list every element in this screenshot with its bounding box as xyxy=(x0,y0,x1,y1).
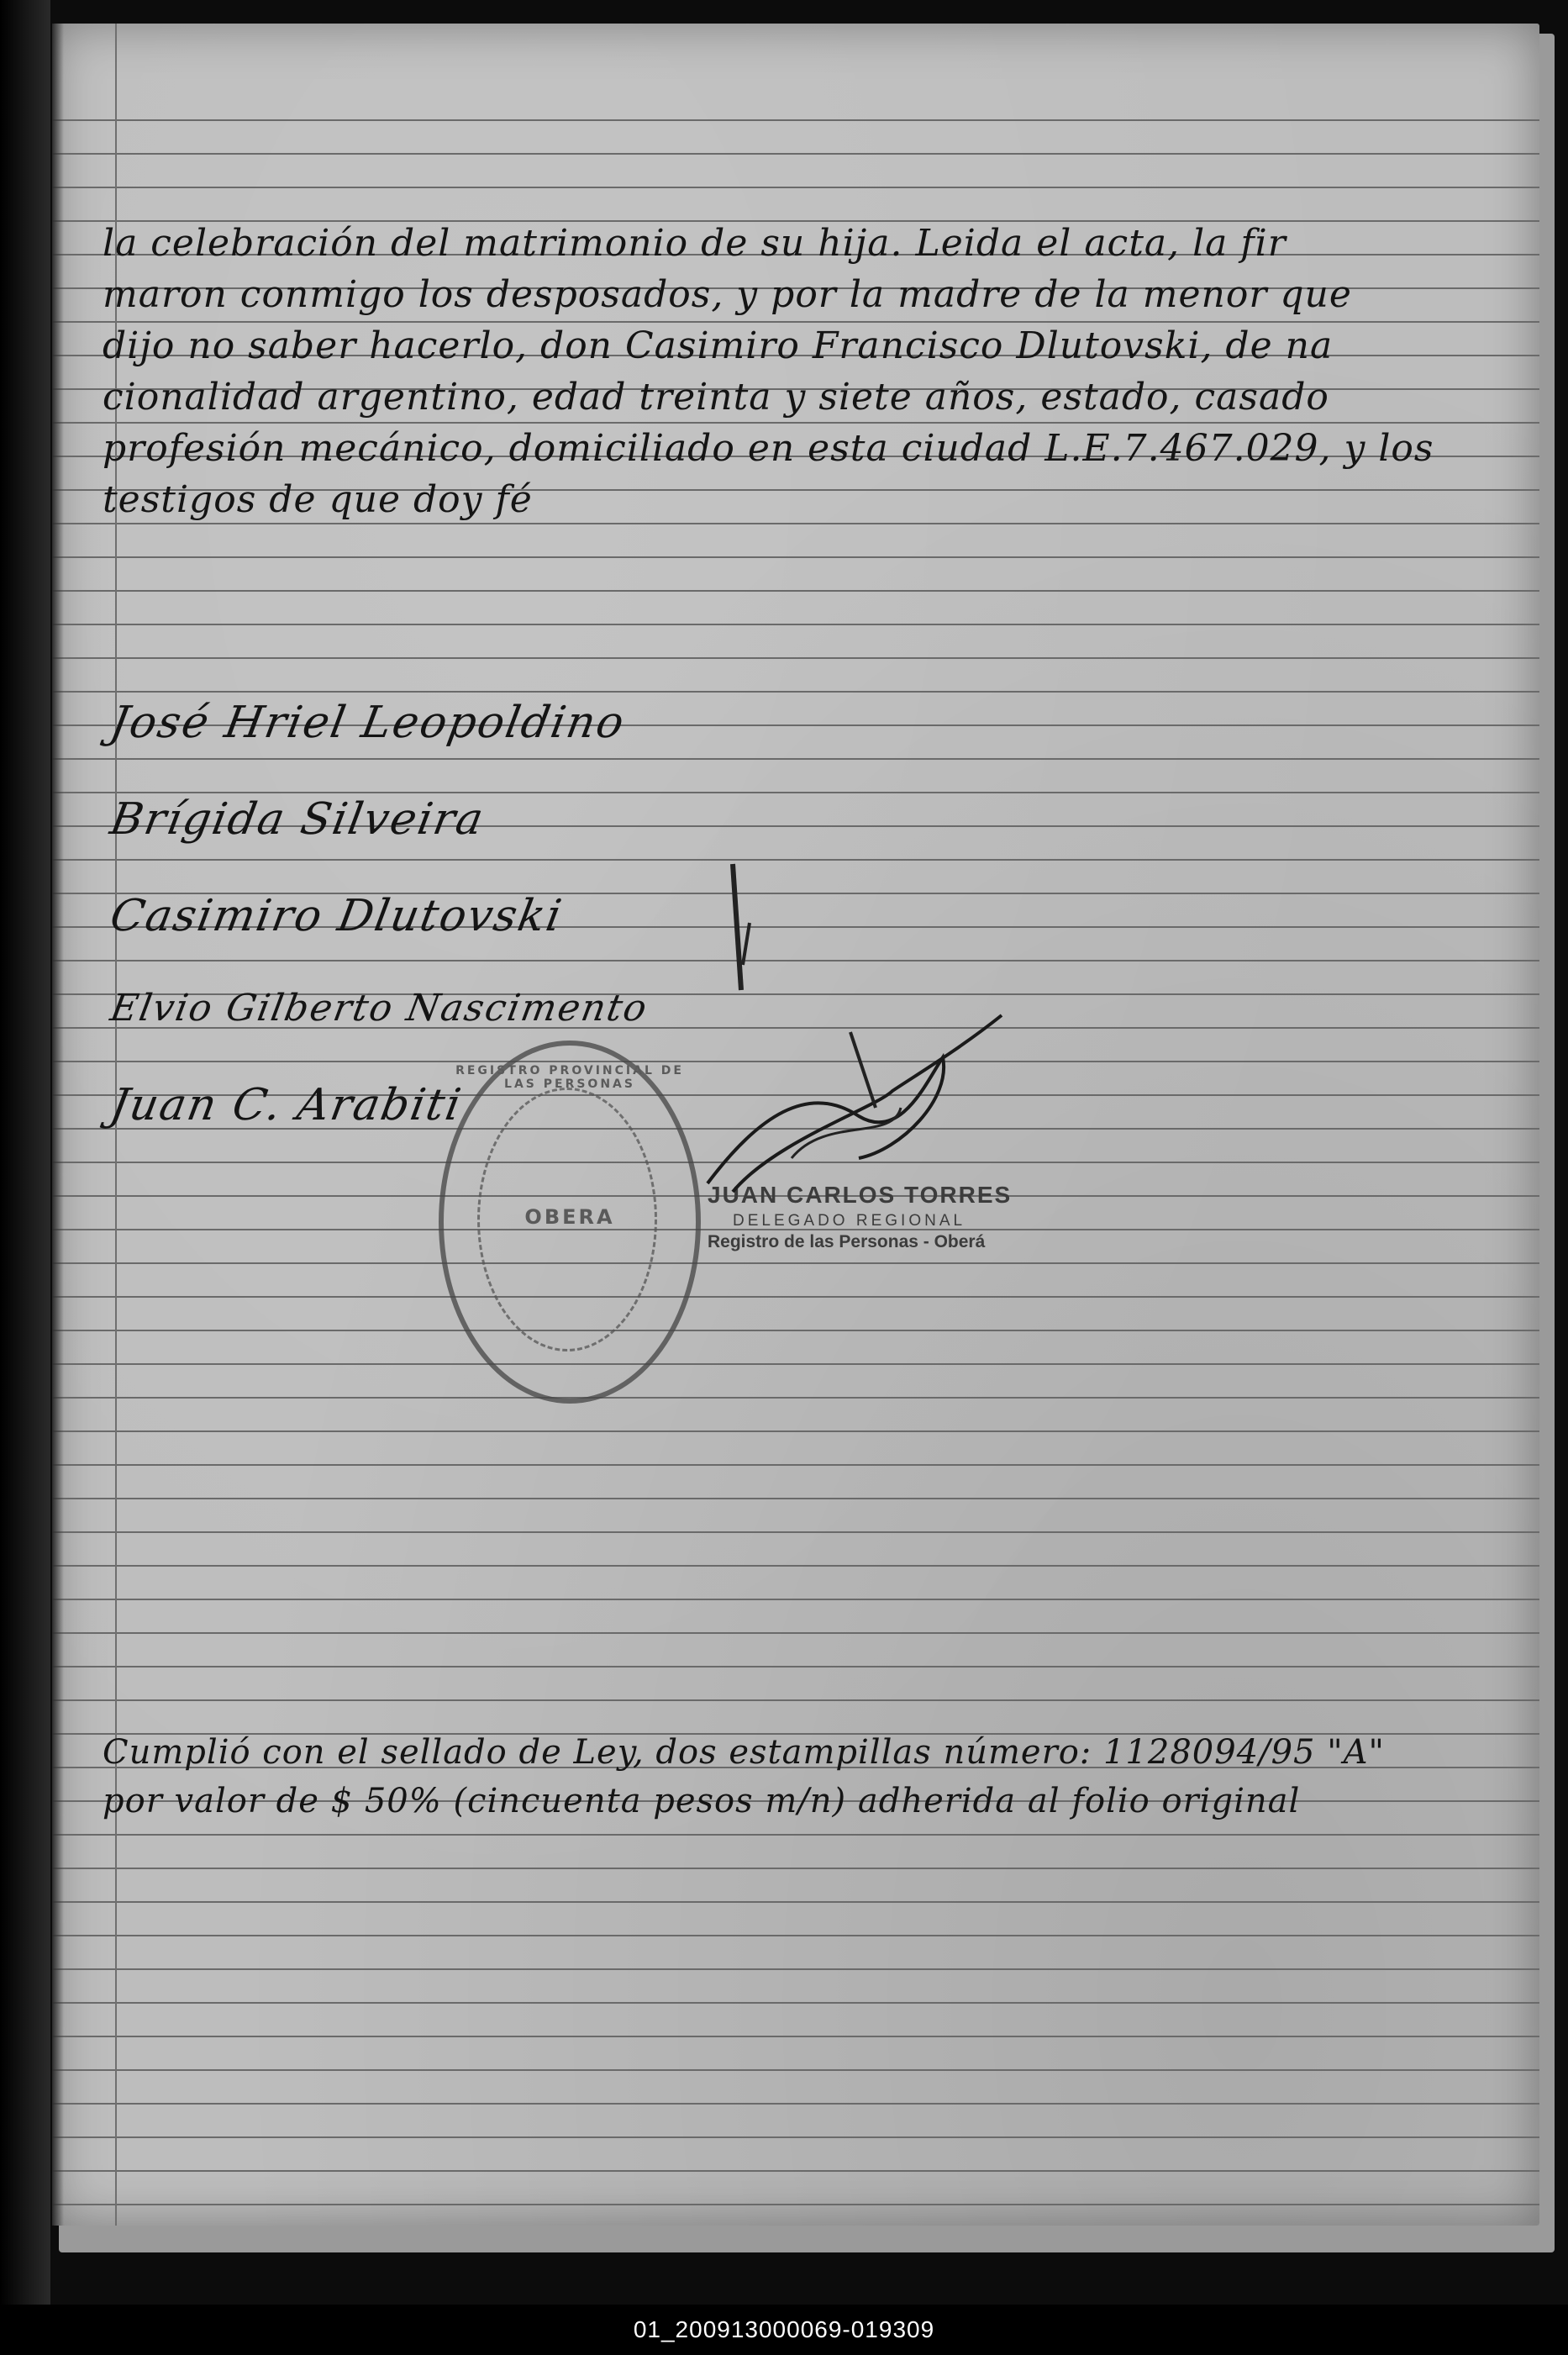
body-line-5: profesión mecánico, domiciliado en esta ciudad L.E.7.467.029, y los xyxy=(103,427,1434,470)
official-name: JUAN CARLOS TORRES xyxy=(708,1182,1013,1208)
register-page xyxy=(52,24,1539,2226)
signature-1: José Hriel Leopoldino xyxy=(106,698,629,748)
signature-3: Casimiro Dlutovski xyxy=(106,891,567,941)
body-line-4: cionalidad argentino, edad treinta y siete años, estado, casado xyxy=(103,376,1329,419)
body-line-6: testigos de que doy fé xyxy=(103,478,533,521)
official-seal xyxy=(439,1041,701,1404)
page-left-shadow xyxy=(52,24,64,2226)
note-line-2: por valor de $ 50% (cincuenta pesos m/n) adherida al folio original xyxy=(103,1782,1301,1820)
seal-ring-text: REGISTRO PROVINCIAL DE LAS PERSONAS xyxy=(455,1064,684,1091)
body-line-2: maron conmigo los desposados, y por la madre de la menor que xyxy=(103,273,1352,316)
signature-4: Elvio Gilberto Nascimento xyxy=(107,987,652,1030)
official-stamp xyxy=(708,1182,1012,1252)
official-office: Registro de las Personas - Oberá xyxy=(708,1232,986,1251)
body-line-3: dijo no saber hacerlo, don Casimiro Francisco Dlutovski, de na xyxy=(103,324,1334,367)
signature-5: Juan C. Arabiti xyxy=(106,1080,466,1130)
image-id-label: 01_200913000069-019309 xyxy=(633,2316,935,2342)
note-line-1: Cumplió con el sellado de Ley, dos estampillas número: 1128094/95 "A" xyxy=(103,1733,1385,1772)
official-title: DELEGADO REGIONAL xyxy=(733,1212,966,1230)
seal-center-text: OBERA xyxy=(524,1205,615,1229)
body-line-1: la celebración del matrimonio de su hija. Leida el acta, la fir xyxy=(103,222,1286,265)
signature-2: Brígida Silveira xyxy=(106,794,489,845)
footer-bar xyxy=(0,2305,1568,2355)
book-binding xyxy=(0,0,50,2305)
